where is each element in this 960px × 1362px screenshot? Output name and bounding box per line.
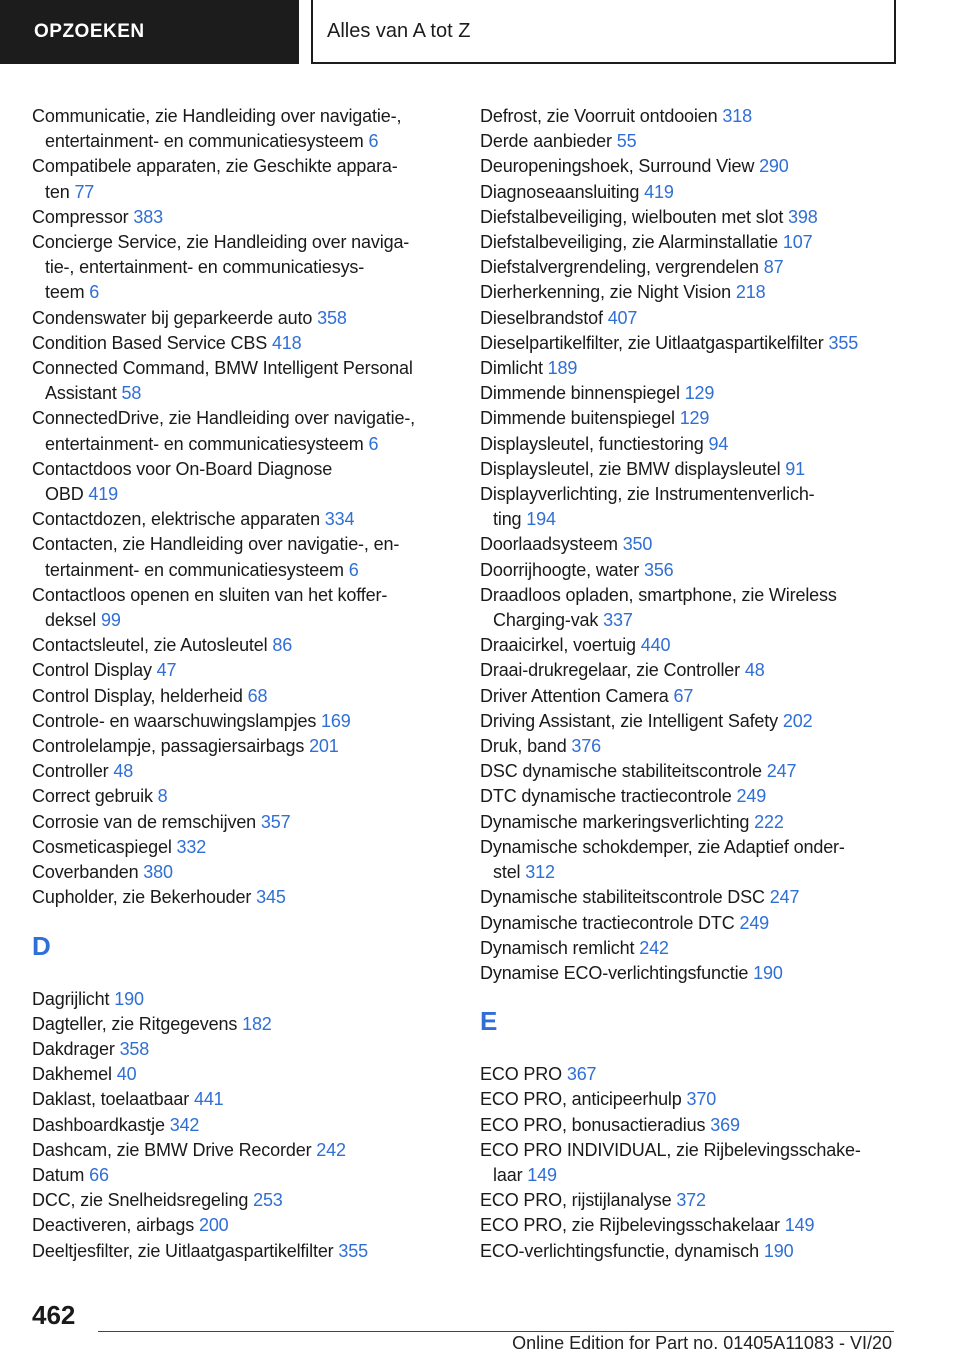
page-reference-link[interactable]: 182 <box>242 1013 272 1034</box>
page-reference-link[interactable]: 247 <box>769 887 800 908</box>
index-entry <box>480 583 910 633</box>
index-entry <box>32 1213 452 1238</box>
index-entry-text: ECO PRO <box>480 1064 562 1085</box>
page-reference-link[interactable]: 6 <box>368 131 379 152</box>
index-entry-text: Dynamische markeringsverlichting <box>480 811 750 832</box>
index-letter-heading: D <box>32 930 51 961</box>
page-reference-link[interactable]: 440 <box>640 635 671 656</box>
index-entry-text: Dynamisch remlicht <box>480 937 635 958</box>
index-entry-text: Dashboardkastje <box>32 1114 165 1135</box>
index-entry <box>480 381 910 406</box>
index-entry-text: Charging-vak <box>493 610 599 631</box>
index-entry <box>480 1188 910 1213</box>
index-entry-text: Dakhemel <box>32 1064 112 1085</box>
page-reference-link[interactable]: 67 <box>673 685 694 706</box>
index-entry-text: Dieselpartikelfilter, zie Uitlaatgaspartikelfilter <box>480 332 824 353</box>
index-entry-text: Dynamische tractiecontrole DTC <box>480 912 735 933</box>
index-entry-text: Displaysleutel, functiestoring <box>480 433 704 454</box>
page-reference-link[interactable]: 242 <box>316 1139 346 1160</box>
index-entry <box>480 1113 910 1138</box>
page-reference-link[interactable]: 376 <box>571 736 602 757</box>
page-reference-link[interactable]: 357 <box>260 811 291 832</box>
index-entry <box>480 205 910 230</box>
page-reference-link[interactable]: 367 <box>566 1064 597 1085</box>
index-entry-text: Dynamise ECO-verlichtingsfunctie <box>480 962 749 983</box>
page-reference-link[interactable]: 441 <box>193 1089 224 1110</box>
index-entry-text: Contacten, zie Handleiding over navigatie-, en- <box>32 534 400 555</box>
index-entry <box>32 331 452 356</box>
index-entry-text: Assistant <box>45 383 117 404</box>
page-reference-link[interactable]: 194 <box>526 509 556 530</box>
index-entry <box>32 1062 452 1087</box>
index-entry-text: Condition Based Service CBS <box>32 332 268 353</box>
page-reference-link[interactable]: 358 <box>317 307 347 328</box>
page-reference-link[interactable]: 200 <box>198 1215 229 1236</box>
index-entry-text: Dimlicht <box>480 358 543 379</box>
page-reference-link[interactable]: 6 <box>89 282 100 303</box>
page-reference-link[interactable]: 407 <box>607 307 638 328</box>
index-entry-text: Dimmende buitenspiegel <box>480 408 675 429</box>
page-reference-link[interactable]: 87 <box>763 257 784 278</box>
page-reference-link[interactable]: 55 <box>616 131 637 152</box>
index-entry-text: DSC dynamische stabiliteitscontrole <box>480 761 762 782</box>
index-entry-text: DTC dynamische tractiecontrole <box>480 786 732 807</box>
page-reference-link[interactable]: 372 <box>676 1190 706 1211</box>
index-entry-text: Compatibele apparaten, zie Geschikte appara- <box>32 156 398 177</box>
page-reference-link[interactable]: 318 <box>722 106 752 126</box>
index-entry <box>480 1062 910 1087</box>
page-reference-link[interactable]: 337 <box>603 610 633 631</box>
page-reference-link[interactable]: 222 <box>754 811 784 832</box>
page-reference-link[interactable]: 342 <box>169 1114 200 1135</box>
index-entry-text: ECO-verlichtingsfunctie, dynamisch <box>480 1240 760 1261</box>
index-entry-text: stel <box>493 862 521 883</box>
index-entry-text: Draaicirkel, voertuig <box>480 635 636 656</box>
index-entry <box>32 457 452 507</box>
index-entry-text: Deuropeningshoek, Surround View <box>480 156 755 177</box>
index-entry <box>480 810 910 835</box>
index-entry <box>480 1138 910 1188</box>
index-entry-text: Deeltjesfilter, zie Uitlaatgaspartikelfilter <box>32 1240 334 1261</box>
index-entry <box>32 1163 452 1188</box>
section-tab <box>0 0 299 64</box>
index-entry <box>32 1087 452 1112</box>
index-entry-text: Corrosie van de remschijven <box>32 811 257 832</box>
page-reference-link[interactable]: 249 <box>736 786 767 807</box>
page-reference-link[interactable]: 6 <box>368 433 379 454</box>
page-reference-link[interactable]: 358 <box>119 1038 150 1059</box>
index-entry-text: ConnectedDrive, zie Handleiding over navigatie-, <box>32 408 416 429</box>
page-reference-link[interactable]: 190 <box>114 988 144 1009</box>
index-entry-text: ECO PRO, anticipeerhulp <box>480 1089 682 1110</box>
page-reference-link[interactable]: 201 <box>309 736 339 757</box>
index-entry <box>32 784 452 809</box>
page-reference-link[interactable]: 8 <box>157 786 168 807</box>
index-entry <box>32 860 452 885</box>
index-entry <box>480 482 910 532</box>
index-entry-text: ten <box>45 181 70 202</box>
index-entry-text: teem <box>45 282 85 303</box>
index-entry <box>480 154 910 179</box>
index-entry <box>32 230 452 306</box>
index-entry-text: Concierge Service, zie Handleiding over naviga- <box>32 232 410 253</box>
index-entry-text: Deactiveren, airbags <box>32 1215 195 1236</box>
page-reference-link[interactable]: 99 <box>101 610 121 631</box>
index-entry-text: Displayverlichting, zie Instrumentenverlich- <box>480 484 815 505</box>
index-entry-text: Doorrijhoogte, water <box>480 559 640 580</box>
index-entry-text: Diagnoseaansluiting <box>480 181 640 202</box>
index-entry <box>480 1213 910 1238</box>
index-entry-text: tie-, entertainment- en communicatiesys- <box>45 257 365 278</box>
page-reference-link[interactable]: 419 <box>644 181 674 202</box>
page-reference-link[interactable]: 129 <box>684 383 715 404</box>
page-number: 462 <box>32 1300 76 1330</box>
page-reference-link[interactable]: 189 <box>547 358 578 379</box>
index-entry-text: Compressor <box>32 206 129 227</box>
index-column-left <box>32 104 452 1264</box>
index-entry-text: Contactloos openen en sluiten van het koffer- <box>32 584 388 605</box>
index-entry-text: Druk, band <box>480 736 567 757</box>
index-entry-text: Dynamische schokdemper, zie Adaptief onder- <box>480 836 845 857</box>
index-entry <box>480 1087 910 1112</box>
page-reference-link[interactable]: 86 <box>272 635 293 656</box>
index-entry <box>32 835 452 860</box>
index-entry <box>32 205 452 230</box>
index-entry-text: Datum <box>32 1164 85 1185</box>
page-reference-link[interactable]: 345 <box>256 887 286 908</box>
page-reference-link[interactable]: 190 <box>753 962 783 983</box>
page-reference-link[interactable]: 419 <box>88 484 119 505</box>
index-entry <box>480 180 910 205</box>
page-reference-link[interactable]: 47 <box>156 660 177 681</box>
index-entry-text: Dakdrager <box>32 1038 115 1059</box>
index-entry-text: Displaysleutel, zie BMW displaysleutel <box>480 458 781 479</box>
index-entry <box>32 1138 452 1163</box>
index-entry-text: Driver Attention Camera <box>480 685 669 706</box>
index-entry-text: Draadloos opladen, smartphone, zie Wireless <box>480 584 837 605</box>
index-entry <box>32 684 452 709</box>
index-entry-text: entertainment- en communicatiesysteem <box>45 131 364 152</box>
page-reference-link[interactable]: 149 <box>527 1164 557 1185</box>
index-entry-text: ECO PRO, bonusactieradius <box>480 1114 706 1135</box>
index-entry <box>32 1188 452 1213</box>
page-reference-link[interactable]: 77 <box>74 181 95 202</box>
index-entry-text: tertainment- en communicatiesysteem <box>45 559 344 580</box>
index-entry-text: ECO PRO, zie Rijbelevingsschakelaar <box>480 1215 780 1236</box>
index-entry <box>32 709 452 734</box>
index-entry <box>480 734 910 759</box>
index-entry-text: Controller <box>32 761 109 782</box>
index-entry-text: DCC, zie Snelheidsregeling <box>32 1190 249 1211</box>
page-reference-link[interactable]: 190 <box>763 1240 794 1261</box>
index-entry-text: Dashcam, zie BMW Drive Recorder <box>32 1139 312 1160</box>
index-entry <box>32 507 452 532</box>
index-entry <box>480 936 910 961</box>
index-entry-text: Diefstalvergrendeling, vergrendelen <box>480 257 759 278</box>
footer-edition: Online Edition for Part no. 01405A11083 - VI/20 <box>512 1333 892 1353</box>
index-entry <box>480 306 910 331</box>
page-reference-link[interactable]: 91 <box>785 458 806 479</box>
index-entry <box>480 961 910 986</box>
index-entry-text: Diefstalbeveiliging, zie Alarminstallatie <box>480 232 778 253</box>
index-entry <box>480 406 910 431</box>
index-entry-text: Dynamische stabiliteitscontrole DSC <box>480 887 765 908</box>
index-entry <box>32 810 452 835</box>
index-entry-text: Connected Command, BMW Intelligent Personal <box>32 358 413 379</box>
index-entry-text: Dagrijlicht <box>32 988 110 1009</box>
index-entry-text: Controle- en waarschuwingslampjes <box>32 710 317 731</box>
index-entry <box>480 532 910 557</box>
index-entry <box>32 104 452 154</box>
index-entry-text: Cupholder, zie Bekerhouder <box>32 887 252 908</box>
index-entry-text: Contactdozen, elektrische apparaten <box>32 509 320 530</box>
index-entry <box>480 255 910 280</box>
index-entry-text: Dierherkenning, zie Night Vision <box>480 282 732 303</box>
index-entry <box>480 709 910 734</box>
index-entry <box>480 885 910 910</box>
page-reference-link[interactable]: 369 <box>710 1114 740 1135</box>
index-entry <box>480 457 910 482</box>
index-entry <box>32 1012 452 1037</box>
index-entry-text: Derde aanbieder <box>480 131 612 152</box>
index-entry-text: ECO PRO INDIVIDUAL, zie Rijbelevingsschake- <box>480 1139 861 1160</box>
index-entry <box>32 532 452 582</box>
page-reference-link[interactable]: 107 <box>782 232 813 253</box>
index-entry <box>32 1113 452 1138</box>
index-entry <box>32 306 452 331</box>
page-reference-link[interactable]: 356 <box>643 559 674 580</box>
index-entry <box>32 406 452 456</box>
index-letter-heading: E <box>480 1006 498 1037</box>
index-entry <box>32 356 452 406</box>
index-entry <box>480 356 910 381</box>
page-reference-link[interactable]: 370 <box>686 1089 717 1110</box>
page-reference-link[interactable]: 68 <box>247 685 268 706</box>
page-reference-link[interactable]: 247 <box>766 761 797 782</box>
page-reference-link[interactable]: 66 <box>89 1164 109 1185</box>
page-reference-link[interactable]: 380 <box>143 862 173 883</box>
page-reference-link[interactable]: 149 <box>784 1215 815 1236</box>
index-entry-text: Dagteller, zie Ritgegevens <box>32 1013 238 1034</box>
index-entry <box>480 104 910 129</box>
index-entry-text: Control Display <box>32 660 152 681</box>
index-entry <box>480 558 910 583</box>
index-entry-text: Condenswater bij geparkeerde auto <box>32 307 313 328</box>
index-entry-text: Doorlaadsysteem <box>480 534 618 555</box>
index-entry-text: Coverbanden <box>32 862 139 883</box>
index-entry <box>480 331 910 356</box>
index-entry-text: Dieselbrandstof <box>480 307 603 328</box>
page-reference-link[interactable]: 58 <box>121 383 142 404</box>
page-reference-link[interactable]: 48 <box>744 660 765 681</box>
index-entry <box>32 885 452 910</box>
index-entry-text: Driving Assistant, zie Intelligent Safety <box>480 710 778 731</box>
index-entry <box>480 432 910 457</box>
index-entry <box>480 759 910 784</box>
index-entry <box>480 684 910 709</box>
page-reference-link[interactable]: 355 <box>338 1240 368 1261</box>
index-entry <box>32 734 452 759</box>
page-reference-link[interactable]: 312 <box>525 862 555 883</box>
index-entry <box>32 987 452 1012</box>
index-entry <box>32 658 452 683</box>
page-reference-link[interactable]: 169 <box>321 710 351 731</box>
page-reference-link[interactable]: 350 <box>622 534 653 555</box>
section-label: OPZOEKEN <box>34 21 145 42</box>
footer-divider <box>98 1331 894 1332</box>
index-column-right <box>480 104 910 1264</box>
page-reference-link[interactable]: 253 <box>253 1190 283 1211</box>
page-reference-link[interactable]: 334 <box>324 509 355 530</box>
index-entry-text: Cosmeticaspiegel <box>32 836 172 857</box>
index-entry-text: Controlelampje, passagiersairbags <box>32 736 305 757</box>
index-entry <box>32 759 452 784</box>
index-entry-text: Draai-drukregelaar, zie Controller <box>480 660 741 681</box>
index-entry-text: ECO PRO, rijstijlanalyse <box>480 1190 672 1211</box>
index-entry <box>480 1239 910 1264</box>
index-entry <box>480 835 910 885</box>
page-reference-link[interactable]: 249 <box>739 912 770 933</box>
index-entry-text: entertainment- en communicatiesysteem <box>45 433 364 454</box>
index-entry <box>480 784 910 809</box>
page-reference-link[interactable]: 290 <box>759 156 789 177</box>
chapter-header <box>311 0 896 64</box>
index-entry-text: Contactdoos voor On-Board Diagnose <box>32 458 333 479</box>
page-reference-link[interactable]: 332 <box>176 836 207 857</box>
chapter-title: Alles van A tot Z <box>327 19 471 42</box>
index-entry-text: Dimmende binnenspiegel <box>480 383 680 404</box>
page-reference-link[interactable]: 383 <box>133 206 163 227</box>
page-reference-link[interactable]: 418 <box>271 332 302 353</box>
index-entry-text: Defrost, zie Voorruit ontdooien <box>480 106 718 126</box>
index-entry-text: deksel <box>45 610 97 631</box>
page-reference-link[interactable]: 218 <box>735 282 766 303</box>
index-entry <box>480 280 910 305</box>
index-entry-text: Contactsleutel, zie Autosleutel <box>32 635 268 656</box>
index-entry <box>480 633 910 658</box>
index-entry-text: Correct gebruik <box>32 786 153 807</box>
index-entry-text: ting <box>493 509 522 530</box>
index-entry <box>480 230 910 255</box>
index-entry-text: Control Display, helderheid <box>32 685 243 706</box>
page-reference-link[interactable]: 355 <box>828 332 859 353</box>
index-entry-text: Diefstalbeveiliging, wielbouten met slot <box>480 206 784 227</box>
page-reference-link[interactable]: 202 <box>782 710 813 731</box>
index-entry-text: laar <box>493 1164 523 1185</box>
index-entry <box>32 1239 452 1264</box>
index-entry <box>480 658 910 683</box>
page-reference-link[interactable]: 6 <box>348 559 359 580</box>
page-reference-link[interactable]: 398 <box>788 206 818 227</box>
page-reference-link[interactable]: 242 <box>639 937 669 958</box>
index-entry <box>32 583 452 633</box>
page-reference-link[interactable]: 94 <box>708 433 729 454</box>
page-reference-link[interactable]: 48 <box>113 761 134 782</box>
index-entry-text: Daklast, toelaatbaar <box>32 1089 190 1110</box>
index-entry-text: Communicatie, zie Handleiding over navigatie-, <box>32 106 402 126</box>
page-reference-link[interactable]: 129 <box>679 408 710 429</box>
index-entry <box>32 1037 452 1062</box>
index-entry <box>480 911 910 936</box>
index-entry <box>480 129 910 154</box>
index-entry <box>32 633 452 658</box>
index-entry <box>32 154 452 204</box>
page-reference-link[interactable]: 40 <box>116 1064 137 1085</box>
index-entry-text: OBD <box>45 484 84 505</box>
